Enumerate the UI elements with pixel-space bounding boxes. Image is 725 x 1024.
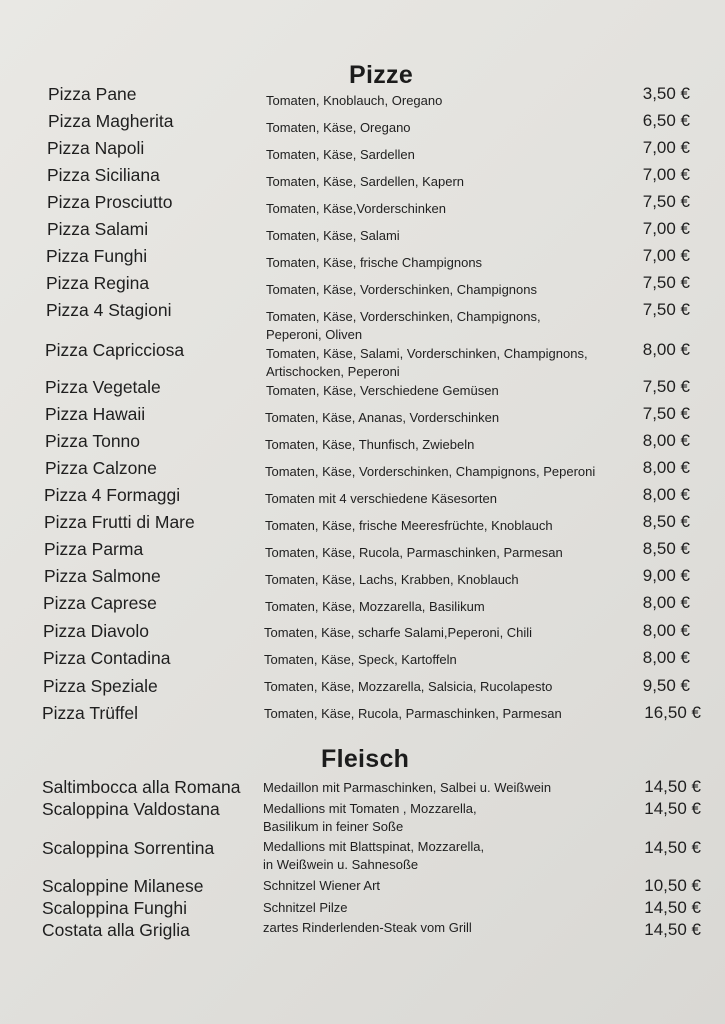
description-line: in Weißwein u. Sahnesoße: [263, 857, 419, 872]
item-description: [263, 800, 477, 836]
item-price: 7,00 €: [642, 165, 690, 184]
item-description: [263, 899, 348, 917]
item-price: 7,50 €: [642, 300, 690, 319]
item-name: Pizza Prosciutto: [47, 192, 173, 212]
item-name: Pizza Hawaii: [45, 404, 146, 424]
description-line: Tomaten, Käse, Verschiedene Gemüsen: [266, 383, 499, 398]
item-price: 7,00 €: [642, 219, 690, 238]
item-price: 8,00 €: [642, 621, 690, 640]
item-name: Pizza Siciliana: [47, 165, 160, 185]
item-price: 14,50 €: [644, 920, 701, 939]
item-description: [266, 146, 415, 164]
item-price: 8,00 €: [642, 340, 690, 359]
description-line: Tomaten, Käse, Vorderschinken, Champignons, Peperoni: [265, 464, 596, 479]
item-name: Pizza 4 Formaggi: [44, 485, 181, 505]
item-price: 7,50 €: [642, 404, 690, 423]
item-name: Scaloppine Milanese: [42, 876, 204, 896]
item-name: Pizza Pane: [48, 84, 137, 104]
item-description: [265, 517, 553, 535]
item-name: Pizza Salmone: [44, 566, 161, 586]
description-line: Tomaten, Käse, Rucola, Parmaschinken, Parmesan: [265, 545, 563, 560]
item-description: [264, 705, 562, 723]
item-description: [264, 624, 532, 642]
item-description: [266, 382, 499, 400]
description-line: Tomaten, Käse, Salami: [266, 228, 400, 243]
item-name: Pizza Salami: [47, 219, 149, 239]
item-description: [266, 227, 400, 245]
description-line: Tomaten, Käse, Mozzarella, Salsicia, Rucolapesto: [264, 679, 553, 694]
description-line: zartes Rinderlenden-Steak vom Grill: [263, 920, 472, 935]
item-price: 7,50 €: [642, 192, 690, 211]
item-price: 8,50 €: [642, 539, 690, 558]
item-description: [265, 409, 499, 427]
item-description: [263, 779, 551, 797]
description-line: Tomaten, Käse, scharfe Salami,Peperoni, Chili: [264, 625, 533, 640]
item-name: Pizza Tonno: [45, 431, 141, 451]
item-description: [263, 877, 380, 895]
description-line: Medaillon mit Parmaschinken, Salbei u. Weißwein: [263, 780, 552, 795]
item-name: Pizza Vegetale: [45, 377, 161, 397]
description-line: Tomaten, Käse, Vorderschinken, Champignons: [266, 282, 537, 297]
item-name: Scaloppina Funghi: [42, 898, 187, 918]
description-line: Tomaten, Käse, frische Meeresfrüchte, Knoblauch: [265, 518, 553, 533]
description-line: Tomaten, Käse, Salami, Vorderschinken, Champignons,: [266, 346, 588, 361]
description-line: Tomaten, Käse, Oregano: [266, 120, 411, 135]
item-name: Pizza Funghi: [46, 246, 148, 266]
item-name: Pizza 4 Stagioni: [46, 300, 172, 320]
description-line: Tomaten, Käse, Speck, Kartoffeln: [264, 652, 457, 667]
description-line: Tomaten mit 4 verschiedene Käsesorten: [265, 491, 497, 506]
item-name: Pizza Calzone: [45, 458, 157, 478]
item-description: [266, 308, 541, 344]
item-description: [265, 463, 595, 481]
description-line: Schnitzel Pilze: [263, 900, 348, 915]
item-price: 14,50 €: [644, 777, 701, 796]
item-price: 14,50 €: [644, 898, 701, 917]
item-price: 14,50 €: [644, 838, 701, 857]
item-description: [266, 92, 442, 110]
item-name: Scaloppina Valdostana: [42, 799, 220, 819]
description-line: Tomaten, Käse, Sardellen: [266, 147, 415, 162]
item-description: [266, 200, 446, 218]
item-name: Costata alla Griglia: [42, 920, 190, 940]
description-line: Tomaten, Käse, Ananas, Vorderschinken: [265, 410, 500, 425]
item-description: [265, 490, 497, 508]
item-price: 7,00 €: [642, 246, 690, 265]
description-line: Tomaten, Käse, Lachs, Krabben, Knoblauch: [265, 572, 519, 587]
section-title: Pizze: [349, 61, 414, 89]
item-description: [266, 281, 537, 299]
item-price: 8,00 €: [642, 458, 690, 477]
item-description: [264, 678, 552, 696]
item-name: Scaloppina Sorrentina: [42, 838, 215, 858]
description-line: Tomaten, Käse, Mozzarella, Basilikum: [265, 599, 485, 614]
item-description: [266, 345, 588, 381]
item-price: 8,00 €: [642, 593, 690, 612]
item-description: [265, 544, 563, 562]
item-description: [263, 919, 472, 937]
item-price: 7,50 €: [642, 377, 690, 396]
description-line: Tomaten, Käse,Vorderschinken: [266, 201, 446, 216]
item-description: [265, 598, 485, 616]
item-description: [266, 254, 482, 272]
description-line: Schnitzel Wiener Art: [263, 878, 381, 893]
item-name: Pizza Speziale: [43, 676, 158, 696]
item-description: [263, 838, 484, 874]
item-name: Pizza Trüffel: [42, 703, 138, 723]
item-price: 7,50 €: [642, 273, 690, 292]
item-name: Pizza Diavolo: [43, 621, 150, 641]
item-price: 8,00 €: [642, 648, 690, 667]
item-price: 3,50 €: [642, 84, 690, 103]
item-description: [265, 436, 474, 454]
description-line: Tomaten, Käse, Vorderschinken, Champignons,: [266, 309, 541, 324]
item-price: 7,00 €: [642, 138, 690, 157]
item-name: Pizza Napoli: [47, 138, 145, 158]
item-price: 6,50 €: [642, 111, 690, 130]
description-line: Tomaten, Knoblauch, Oregano: [266, 93, 443, 108]
item-price: 16,50 €: [644, 703, 701, 722]
item-price: 8,00 €: [642, 485, 690, 504]
item-name: Pizza Parma: [44, 539, 144, 559]
item-description: [266, 119, 411, 137]
item-description: [265, 571, 519, 589]
item-price: 9,00 €: [642, 566, 690, 585]
section-title: Fleisch: [321, 745, 410, 773]
description-line: Tomaten, Käse, Sardellen, Kapern: [266, 174, 465, 189]
description-line: Artischocken, Peperoni: [266, 364, 400, 379]
item-name: Pizza Caprese: [43, 593, 157, 613]
item-price: 10,50 €: [644, 876, 701, 895]
description-line: Medallions mit Tomaten , Mozzarella,: [263, 801, 477, 816]
description-line: Tomaten, Käse, Rucola, Parmaschinken, Parmesan: [264, 706, 562, 721]
item-name: Pizza Frutti di Mare: [44, 512, 195, 532]
item-name: Pizza Regina: [46, 273, 150, 293]
description-line: Tomaten, Käse, frische Champignons: [266, 255, 483, 270]
description-line: Peperoni, Oliven: [266, 327, 363, 342]
item-description: [266, 173, 464, 191]
item-description: [264, 651, 457, 669]
item-price: 8,00 €: [642, 431, 690, 450]
description-line: Tomaten, Käse, Thunfisch, Zwiebeln: [265, 437, 475, 452]
item-name: Pizza Capricciosa: [45, 340, 185, 360]
description-line: Basilikum in feiner Soße: [263, 819, 404, 834]
item-price: 14,50 €: [644, 799, 701, 818]
item-name: Pizza Magherita: [48, 111, 174, 131]
item-name: Saltimbocca alla Romana: [42, 777, 241, 797]
item-name: Pizza Contadina: [43, 648, 171, 668]
item-price: 9,50 €: [642, 676, 690, 695]
description-line: Medallions mit Blattspinat, Mozzarella,: [263, 839, 485, 854]
item-price: 8,50 €: [642, 512, 690, 531]
